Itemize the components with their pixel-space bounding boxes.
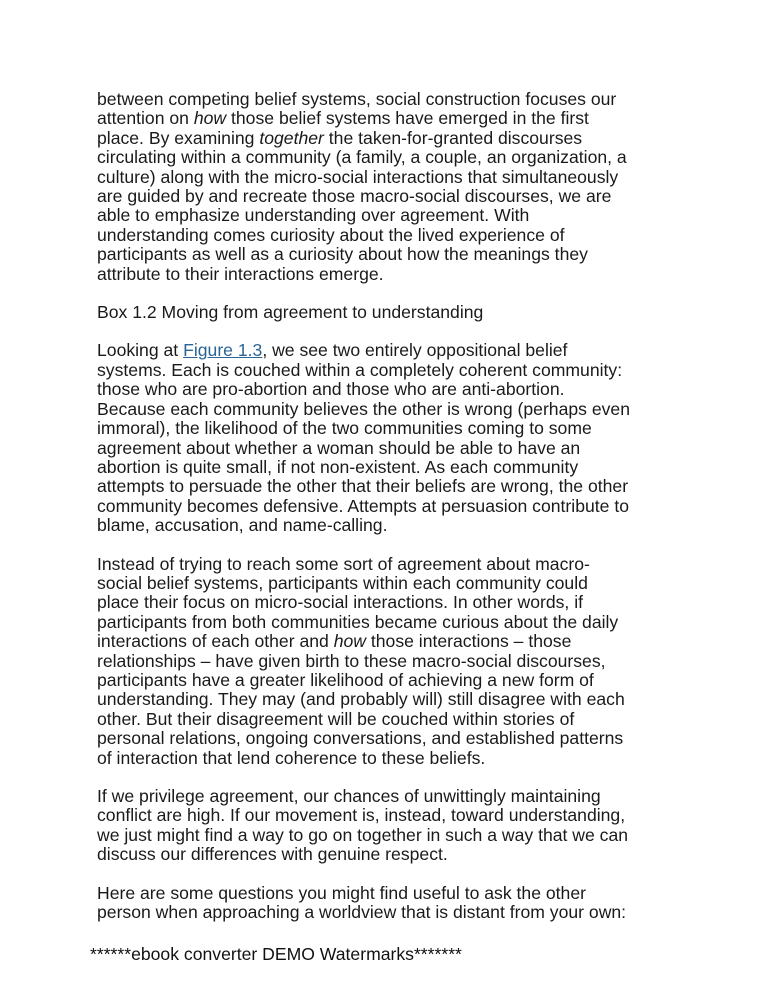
- text-line: relationships – have given birth to these macro-social discourses,: [97, 650, 606, 671]
- text-line: understanding. They may (and probably will) still disagree with each: [97, 689, 625, 710]
- text-segment: those interactions – those: [365, 631, 572, 652]
- text-line: Here are some questions you might find useful to ask the other: [97, 882, 586, 903]
- text-line: personal relations, ongoing conversations, and established patterns: [97, 728, 624, 749]
- text-line: abortion is quite small, if not non-existent. As each community: [97, 456, 579, 477]
- text-segment: those belief systems have emerged in the first: [226, 108, 589, 129]
- text-segment: the taken-for-granted discourses: [323, 127, 583, 148]
- figure-link[interactable]: Figure 1.3: [183, 340, 263, 361]
- text-line: of interaction that lend coherence to these beliefs.: [97, 747, 486, 768]
- text-line: [97, 109, 682, 128]
- text-line: able to emphasize understanding over agreement. With: [97, 205, 530, 226]
- text-line: those who are pro-abortion and those who are anti-abortion.: [97, 379, 565, 400]
- text-line: If we privilege agreement, our chances of unwittingly maintaining: [97, 786, 601, 806]
- text-segment: place. By examining: [97, 127, 260, 148]
- text-line: place their focus on micro-social interactions. In other words, if: [97, 592, 583, 613]
- text-segment: Looking at: [97, 340, 184, 361]
- paragraph-social-construction: [97, 90, 682, 284]
- text-line: systems. Each is couched within a completely coherent community:: [97, 359, 623, 380]
- text-segment: attention on: [97, 108, 194, 129]
- paragraph-questions-intro: [97, 884, 682, 923]
- text-line: circulating within a community (a family, a couple, an organization, a: [97, 147, 627, 168]
- emphasis-text: how: [193, 108, 227, 129]
- text-line: participants as well as a curiosity about how the meanings they: [97, 244, 588, 265]
- text-line: social belief systems, participants within each community could: [97, 572, 588, 593]
- text-line: between competing belief systems, social construction focuses our: [97, 89, 617, 109]
- text-line: culture) along with the micro-social interactions that simultaneously: [97, 166, 619, 187]
- text-line: immoral), the likelihood of the two communities coming to some: [97, 418, 592, 439]
- box-heading-text: Box 1.2 Moving from agreement to understanding: [97, 302, 484, 323]
- text-line: conflict are high. If our movement is, instead, toward understanding,: [97, 805, 626, 826]
- text-line: attempts to persuade the other that their beliefs are wrong, the other: [97, 476, 629, 497]
- text-line: participants from both communities became curious about the daily: [97, 611, 619, 632]
- text-line: Because each community believes the other is wrong (perhaps even: [97, 398, 630, 419]
- text-segment: , we see two entirely oppositional belief: [262, 340, 568, 361]
- text-line: discuss our differences with genuine respect.: [97, 844, 448, 865]
- emphasis-text: together: [259, 127, 324, 148]
- text-line: blame, accusation, and name-calling.: [97, 515, 388, 536]
- text-line: participants have a greater likelihood of achieving a new form of: [97, 669, 594, 690]
- paragraph-privilege-agreement: [97, 787, 682, 865]
- text-line: [97, 341, 682, 360]
- text-line: other. But their disagreement will be couched within stories of: [97, 708, 575, 729]
- text-line: attribute to their interactions emerge.: [97, 263, 384, 284]
- text-line: we just might find a way to go on together in such a way that we can: [97, 824, 629, 845]
- text-line: person when approaching a worldview that is distant from your own:: [97, 902, 627, 923]
- text-line: Instead of trying to reach some sort of agreement about macro-: [97, 553, 590, 574]
- paragraph-oppositional-beliefs: [97, 341, 682, 535]
- text-line: community becomes defensive. Attempts at persuasion contribute to: [97, 495, 629, 516]
- text-segment: interactions of each other and: [97, 631, 334, 652]
- box-heading: [97, 303, 682, 322]
- text-line: agreement about whether a woman should be able to have an: [97, 437, 581, 458]
- document-body: [97, 90, 682, 941]
- text-line: [97, 129, 682, 148]
- text-line: [97, 632, 682, 651]
- demo-watermark: ******ebook converter DEMO Watermarks*******: [90, 944, 462, 964]
- text-line: understanding comes curiosity about the lived experience of: [97, 224, 565, 245]
- emphasis-text: how: [333, 631, 366, 652]
- paragraph-micro-social: [97, 555, 682, 768]
- text-line: are guided by and recreate those macro-social discourses, we are: [97, 186, 612, 207]
